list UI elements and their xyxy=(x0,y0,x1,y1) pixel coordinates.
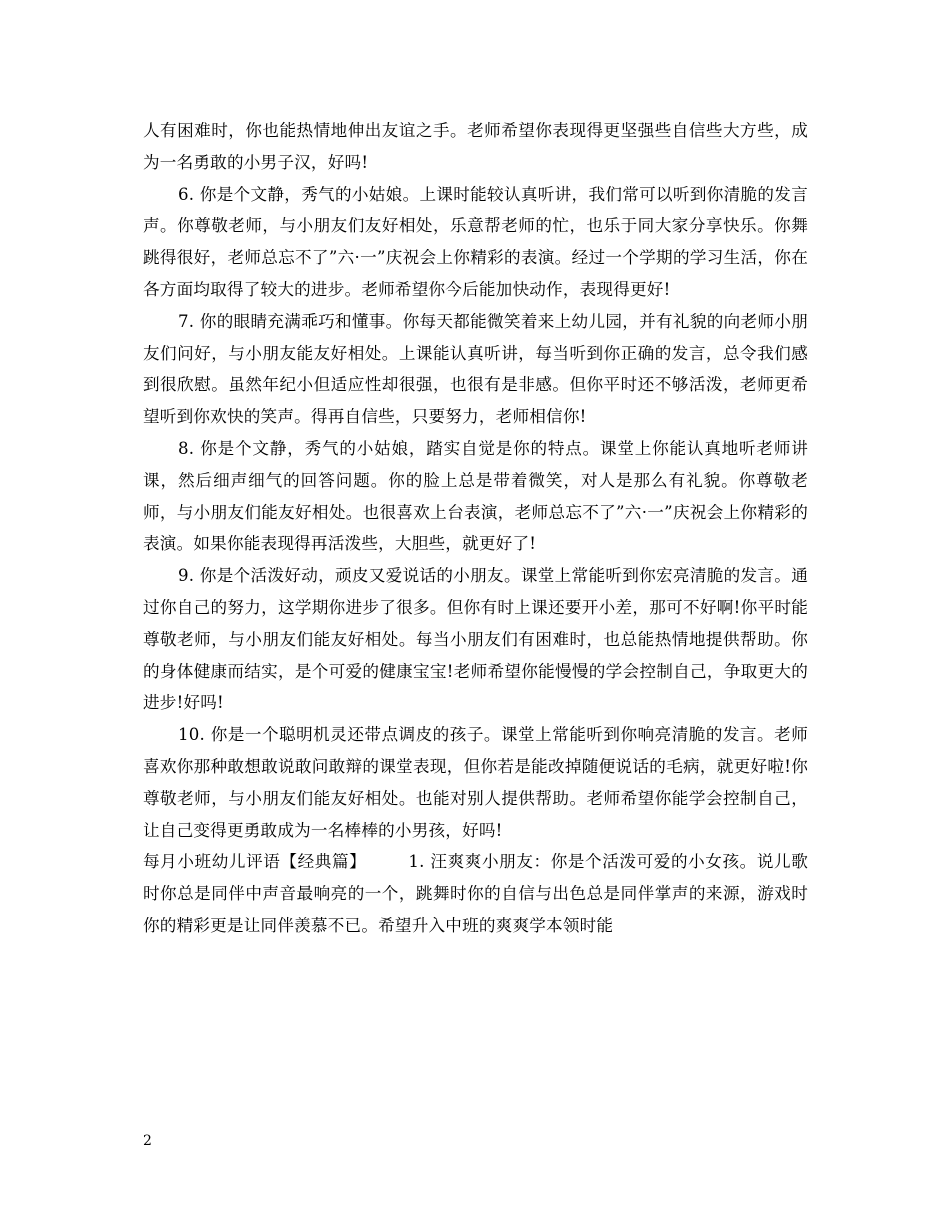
paragraph-continuation: 人有困难时，你也能热情地伸出友谊之手。老师希望你表现得更坚强些自信些大方些，成为一名勇敢的小男子汉，好吗! xyxy=(143,121,808,172)
paragraph-comment-9: 9. 你是个活泼好动，顽皮又爱说话的小朋友。课堂上常能听到你宏亮清脆的发言。通过你自己的努力，这学期你进步了很多。但你有时上课还要开小差，那可不好啊!你平时能尊敬老师，与小朋友们能友好相处。每当小朋友们有困难时，也总能热情地提供帮助。你的身体健康而结实，是个可爱的健康宝宝!老师希望你能慢慢的学会控制自己，争取更大的进步!好吗! xyxy=(143,566,808,713)
paragraph-comment-7: 7. 你的眼睛充满乖巧和懂事。你每天都能微笑着来上幼儿园，并有礼貌的向老师小朋友们问好，与小朋友能友好相处。上课能认真听讲，每当听到你正确的发言，总令我们感到很欣慰。虽然年纪小但适应性却很强，也很有是非感。但你平时还不够活泼，老师更希望听到你欢快的笑声。得再自信些，只要努力，老师相信你! xyxy=(143,311,808,427)
section-paragraph xyxy=(143,846,808,941)
paragraph-comment-6: 6. 你是个文静，秀气的小姑娘。上课时能较认真听讲，我们常可以听到你清脆的发言声。你尊敬老师，与小朋友们友好相处，乐意帮老师的忙，也乐于同大家分享快乐。你舞跳得很好，老师总忘不了”六·一”庆祝会上你精彩的表演。经过一个学期的学习生活，你在各方面均取得了较大的进步。老师希望你今后能加快动作，表现得更好! xyxy=(143,184,808,299)
section-first-comment: 1. 汪爽爽小朋友：你是个活泼可爱的小女孩。说儿歌时你总是同伴中声音最响亮的一个，跳舞时你的自信与出色总是同伴掌声的来源，游戏时你的精彩更是让同伴羡慕不已。希望升入中班的爽爽学本领时能 xyxy=(143,852,808,935)
page-number: 2 xyxy=(143,1133,152,1149)
paragraph-comment-10: 10. 你是一个聪明机灵还带点调皮的孩子。课堂上常能听到你响亮清脆的发言。老师喜欢你那种敢想敢说敢问敢辩的课堂表现，但你若是能改掉随便说话的毛病，就更好啦!你尊敬老师，与小朋友们能友好相处。也能对别人提供帮助。老师希望你能学会控制自己，让自己变得更勇敢成为一名棒棒的小男孩，好吗! xyxy=(143,725,808,840)
paragraph-comment-8: 8. 你是个文静，秀气的小姑娘，踏实自觉是你的特点。课堂上你能认真地听老师讲课，然后细声细气的回答问题。你的脸上总是带着微笑，对人是那么有礼貌。你尊敬老师，与小朋友们能友好相处。也很喜欢上台表演，老师总忘不了”六·一”庆祝会上你精彩的表演。如果你能表现得再活泼些，大胆些，就更好了! xyxy=(143,438,808,554)
document-body xyxy=(143,115,808,942)
section-heading: 每月小班幼儿评语【经典篇】 xyxy=(143,852,367,872)
